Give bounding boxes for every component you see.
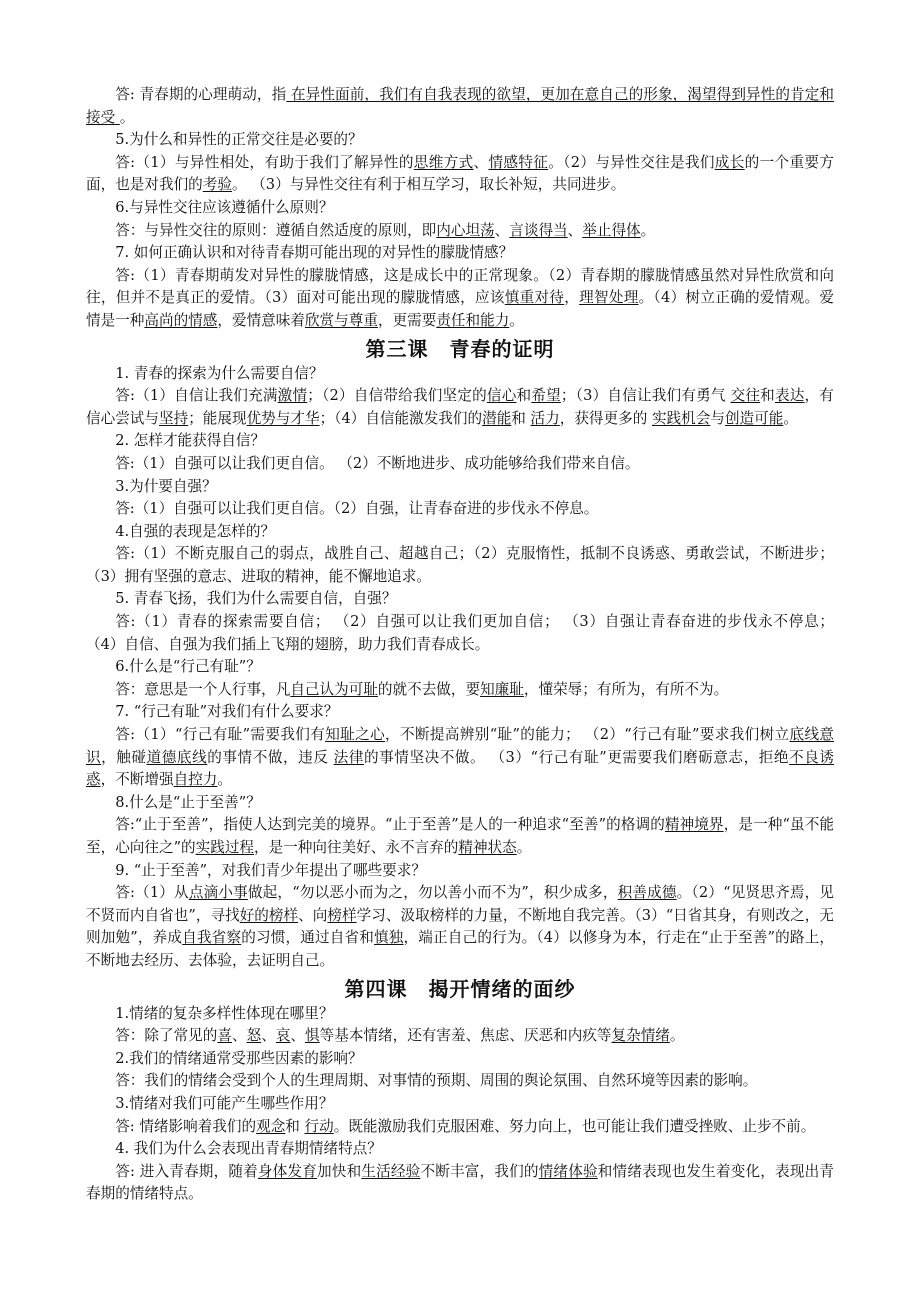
text-segment: 答:（1）不断克服自己的弱点，战胜自己、超越自己；（2）克服惰性，抵制不良诱惑、勇敢尝试，不断进步；（3）拥有坚强的意志、进取的精神，能不懈地追求。	[86, 545, 834, 585]
text-segment: ，	[564, 289, 580, 307]
underlined-answer-term: 高尚的情感	[144, 311, 218, 329]
text-segment: ，懂荣辱；有所为，有所不为。	[523, 680, 729, 698]
text-segment: 答:（1）青春期萌发对异性的朦胧情感，这是成长中的正常现象。（2）青春期的朦胧情感虽然对异性欣赏和向往，但并不是真正的爱情。（3）面对可能出现的朦胧情感，应该	[86, 266, 834, 307]
underlined-answer-term: 好的榜样	[239, 906, 299, 924]
underlined-answer-term: 信心	[486, 387, 517, 405]
text-segment: 7. “行己有耻”对我们有什么要求？	[115, 703, 339, 721]
underlined-answer-term: 慎独	[374, 929, 404, 947]
text-segment: 答：与异性交往的原则：遵循自然适度的原则，即	[115, 221, 437, 239]
question-6	[86, 197, 834, 220]
underlined-answer-term: 表达	[774, 387, 805, 405]
text-segment: 。（2）“见贤思齐焉，见不贤而内自省也”，寻找	[86, 884, 834, 924]
text-segment: 4.自强的表现是怎样的？	[115, 522, 276, 540]
text-segment: 、	[473, 153, 489, 171]
text-segment: 。	[516, 839, 532, 856]
underlined-answer-term: 底线意识	[86, 726, 834, 766]
text-segment: 、	[231, 1027, 247, 1045]
text-segment: 加快和	[317, 1162, 362, 1180]
underlined-answer-term: 情绪体验	[538, 1162, 598, 1180]
text-segment: 1.情绪的复杂多样性体现在哪里？	[115, 1004, 334, 1022]
underlined-answer-term: 行动	[304, 1117, 334, 1135]
text-segment: 6.与异性交往应该遵循什么原则？	[115, 198, 334, 216]
underlined-answer-term: 知耻之心	[325, 726, 386, 744]
l3-question-3	[86, 476, 834, 499]
text-segment: ；（2）自信带给我们坚定的	[307, 387, 487, 405]
question-5	[86, 129, 834, 152]
underlined-answer-term: 榜样	[327, 906, 357, 924]
text-segment: 。	[217, 771, 232, 789]
text-segment: 答:（1）从	[115, 884, 189, 902]
l3-answer-7	[86, 724, 834, 792]
underlined-answer-term: 考验	[202, 176, 232, 194]
text-segment: 4. 我们为什么会表现出青春期情绪特点？	[115, 1140, 382, 1158]
underlined-answer-term: 欣赏与尊重	[304, 311, 378, 329]
text-segment: 答: 青春期的心理萌动，指	[115, 86, 287, 103]
underlined-answer-term: 创造可能	[724, 409, 784, 427]
underlined-answer-term: 实践机会	[651, 409, 711, 427]
answer-7	[86, 265, 834, 333]
text-segment: 。	[509, 311, 524, 329]
l3-answer-4	[86, 543, 834, 588]
underlined-answer-term: 积善成德	[617, 884, 677, 902]
underlined-answer-term: 成长	[714, 153, 745, 171]
text-segment: 答:（1）自信让我们充满	[115, 387, 278, 405]
underlined-answer-term: 精神境界	[664, 816, 724, 834]
text-segment: 答:“止于至善”，指使人达到完美的境界。“止于至善”是人的一种追求“至善”的格调的	[115, 816, 665, 834]
text-segment: 与	[710, 409, 725, 427]
l3-question-2	[86, 430, 834, 453]
underlined-answer-term: 道德底线	[146, 748, 208, 766]
text-segment: 答:（1）自强可以让我们更自信。（2）自强，让青春奋进的步伐永不停息。	[115, 500, 599, 518]
text-segment: 答：意思是一个人行事，凡	[115, 680, 291, 698]
underlined-answer-term: 理智处理	[579, 289, 639, 307]
text-segment: 6.什么是“行己有耻”？	[115, 658, 261, 676]
text-segment: 。（4）树立正确的爱情观。爱情是一种	[86, 289, 834, 329]
text-segment: 。（2）与异性交往是我们	[548, 153, 715, 171]
text-segment: ，不断增强	[100, 771, 174, 789]
l3-answer-2	[86, 453, 834, 476]
underlined-answer-term: 生活经验	[361, 1162, 421, 1180]
text-segment: 。	[119, 108, 135, 126]
underlined-answer-term: 惧	[305, 1027, 320, 1045]
l4-answer-4	[86, 1161, 834, 1206]
underlined-answer-term: 观念	[256, 1117, 286, 1135]
text-segment: 的习惯，通过自省和	[241, 929, 375, 947]
lesson-3-title	[86, 335, 834, 363]
l3-question-8	[86, 792, 834, 815]
text-segment: 答:（1）青春的探索需要自信； （2）自强可以让我们更加自信； （3）自强让青春奋进的步伐永不停息； （4）自信、自强为我们插上飞翔的翅膀，助力我们青春成长。	[86, 613, 834, 653]
l4-answer-2	[86, 1070, 834, 1093]
text-segment: ，获得更多的	[559, 409, 652, 427]
underlined-answer-term: 复杂情绪	[611, 1027, 670, 1045]
text-segment: 答：我们的情绪会受到个人的生理周期、对事情的预期、周围的舆论氛围、自然环境等因素的影响。	[115, 1072, 758, 1090]
text-segment: 第四课 揭开情绪的面纱	[344, 976, 576, 1001]
question-7	[86, 242, 834, 265]
text-segment: 、向	[298, 906, 328, 924]
underlined-answer-term: 实践过程	[195, 839, 255, 856]
text-segment: 、	[494, 221, 510, 239]
l4-question-4	[86, 1138, 834, 1161]
text-segment: 7. 如何正确认识和对待青春期可能出现的对异性的朦胧情感？	[115, 244, 514, 262]
text-segment: ；（4）自信能激发我们的	[319, 409, 483, 427]
underlined-answer-term: 希望	[531, 387, 561, 405]
text-segment: 等基本情绪，还有害羞、焦虑、厌恶和内疚等	[319, 1027, 612, 1045]
text-segment: ；（3）自信让我们有勇气	[560, 387, 731, 405]
text-segment: 第三课 青春的证明	[365, 336, 555, 361]
text-segment: 。 （3）与异性交往有利于相互学习，取长补短，共同进步。	[231, 176, 626, 194]
l4-question-1	[86, 1003, 834, 1026]
l4-question-3	[86, 1093, 834, 1116]
text-segment: 1. 青春的探索为什么需要自信？	[115, 364, 324, 382]
text-segment: 、	[290, 1027, 306, 1045]
text-segment: 不断丰富，我们的	[420, 1162, 539, 1180]
l3-answer-3	[86, 498, 834, 521]
underlined-answer-term: 交往	[730, 387, 761, 405]
text-segment: 2. 怎样才能获得自信？	[115, 432, 266, 450]
underlined-answer-term: 优势与才华	[246, 409, 320, 427]
l3-answer-6	[86, 679, 834, 702]
underlined-answer-term: 激情	[277, 387, 308, 405]
underlined-answer-term: 举止得体	[582, 221, 641, 239]
underlined-answer-term: 怒	[246, 1027, 262, 1045]
text-segment: 。	[640, 221, 656, 239]
l3-answer-9	[86, 882, 834, 972]
text-segment: 2.我们的情绪通常受那些因素的影响？	[115, 1049, 363, 1067]
text-segment: 答: 进入青春期，随着	[115, 1162, 258, 1180]
underlined-answer-term: 情感特征	[488, 153, 549, 171]
text-segment: ，有信心尝试与	[86, 387, 834, 427]
underlined-answer-term: 法律	[333, 748, 364, 766]
underlined-answer-term: 在异性面前，我们有自我表现的欲望，更加在意自己的形象，渴望得到异性的肯定和接受	[86, 86, 834, 126]
text-segment: 。既能激励我们克服困难、努力向上，也可能让我们遭受挫败、止步不前。	[333, 1117, 816, 1135]
l4-question-2	[86, 1048, 834, 1071]
text-segment: ，爱情意味着	[217, 311, 305, 329]
underlined-answer-term: 哀	[275, 1027, 291, 1045]
underlined-answer-term: 慎重对待	[504, 289, 565, 307]
underlined-answer-term: 知廉耻	[480, 680, 524, 698]
text-segment: 、	[261, 1027, 276, 1045]
answer-6	[86, 220, 834, 243]
underlined-answer-term: 点滴小事	[188, 884, 248, 902]
text-segment: 3.为什要自强？	[115, 477, 217, 495]
text-segment: ，是一种向往美好、永不言弃的	[254, 839, 459, 856]
l3-question-7	[86, 701, 834, 724]
text-segment: 。	[783, 409, 798, 427]
text-segment: 和	[285, 1117, 305, 1135]
underlined-answer-term: 精神状态	[458, 839, 517, 856]
l3-question-4	[86, 521, 834, 544]
text-segment: 的就不去做，要	[377, 680, 481, 698]
l4-answer-3	[86, 1116, 834, 1139]
underlined-answer-term: 坚持	[158, 409, 189, 427]
text-segment: 3.情绪对我们可能产生哪些作用？	[115, 1094, 334, 1112]
l4-answer-1	[86, 1025, 834, 1048]
text-segment: 答: 情绪影响着我们的	[115, 1117, 257, 1135]
text-segment: 9. “止于至善”，对我们青少年提出了哪些要求？	[115, 861, 426, 879]
text-segment: 答:（1）自强可以让我们更自信。 （2）不断地进步、成功能够给我们带来自信。	[115, 454, 640, 472]
text-segment: 学习、汲取榜样的力量，不断地自我完善。（3）“日省其身，有则改之，无则加勉”，养成	[86, 906, 834, 947]
answer-4	[86, 84, 834, 129]
text-segment: 的一个重要方面，也是对我们的	[86, 153, 834, 194]
l3-question-9	[86, 860, 834, 883]
underlined-answer-term: 言谈得当	[509, 221, 568, 239]
text-segment: ，更需要	[377, 311, 437, 329]
underlined-answer-term: 潜能	[482, 409, 512, 427]
text-segment: 答：除了常见的	[115, 1027, 218, 1045]
underlined-answer-term: 不良诱惑	[86, 748, 834, 789]
text-segment: 的事情坚决不做。 （3）“行己有耻”更需要我们磨砺意志，拒绝	[363, 748, 790, 766]
text-segment: ，端正自己的行为。（4）以修身为本，行走在“止于至善”的路上，不断地去经历、去体验，去证明自己。	[86, 929, 834, 969]
text-segment: 的事情不做，违反	[207, 748, 334, 766]
l3-answer-8	[86, 814, 834, 859]
l3-answer-1	[86, 385, 834, 430]
lesson-4-title	[86, 975, 834, 1003]
l3-question-5	[86, 588, 834, 611]
text-segment: ，是一种“虽不能至，心向往之”的	[86, 816, 834, 856]
text-segment: 。	[669, 1027, 685, 1045]
l3-question-6	[86, 656, 834, 679]
text-segment: 做起，“勿以恶小而为之，勿以善小而不为”，积少成多，	[247, 884, 618, 902]
l3-question-1	[86, 363, 834, 386]
underlined-answer-term: 自控力	[173, 771, 218, 789]
text-segment: ；能展现	[188, 409, 247, 427]
underlined-answer-term: 喜	[217, 1027, 232, 1045]
underlined-answer-term: 自我省察	[182, 929, 242, 947]
underlined-answer-term: 责任和能力	[436, 311, 510, 329]
underlined-answer-term: 思维方式	[413, 153, 474, 171]
text-segment: 8.什么是“止于至善”？	[115, 793, 261, 811]
underlined-answer-term: 自己认为可耻	[290, 680, 378, 698]
l3-answer-5	[86, 611, 834, 656]
text-segment: ，不断提高辨别“耻”的能力； （2）“行己有耻”要求我们树立	[385, 726, 790, 744]
text-segment: 和	[516, 387, 532, 405]
text-segment: 答:（1）与异性相处，有助于我们了解异性的	[115, 153, 414, 171]
text-segment: 答:（1）“行己有耻”需要我们有	[115, 726, 326, 744]
text-segment: 和	[511, 409, 531, 427]
text-segment: 和	[760, 387, 775, 405]
underlined-answer-term: 身体发育	[257, 1162, 318, 1180]
text-segment: 、	[567, 221, 583, 239]
answer-5	[86, 152, 834, 197]
text-segment: ，触碰	[101, 748, 147, 766]
underlined-answer-term: 内心坦荡	[436, 221, 495, 239]
text-segment: 5. 青春飞扬，我们为什么需要自信，自强？	[115, 590, 397, 608]
text-segment: 和情绪表现也发生着变化，表现出青春期的情绪特点。	[86, 1162, 834, 1203]
text-segment: 5.为什么和异性的正常交往是必要的？	[115, 131, 363, 149]
underlined-answer-term: 活力	[530, 409, 560, 427]
